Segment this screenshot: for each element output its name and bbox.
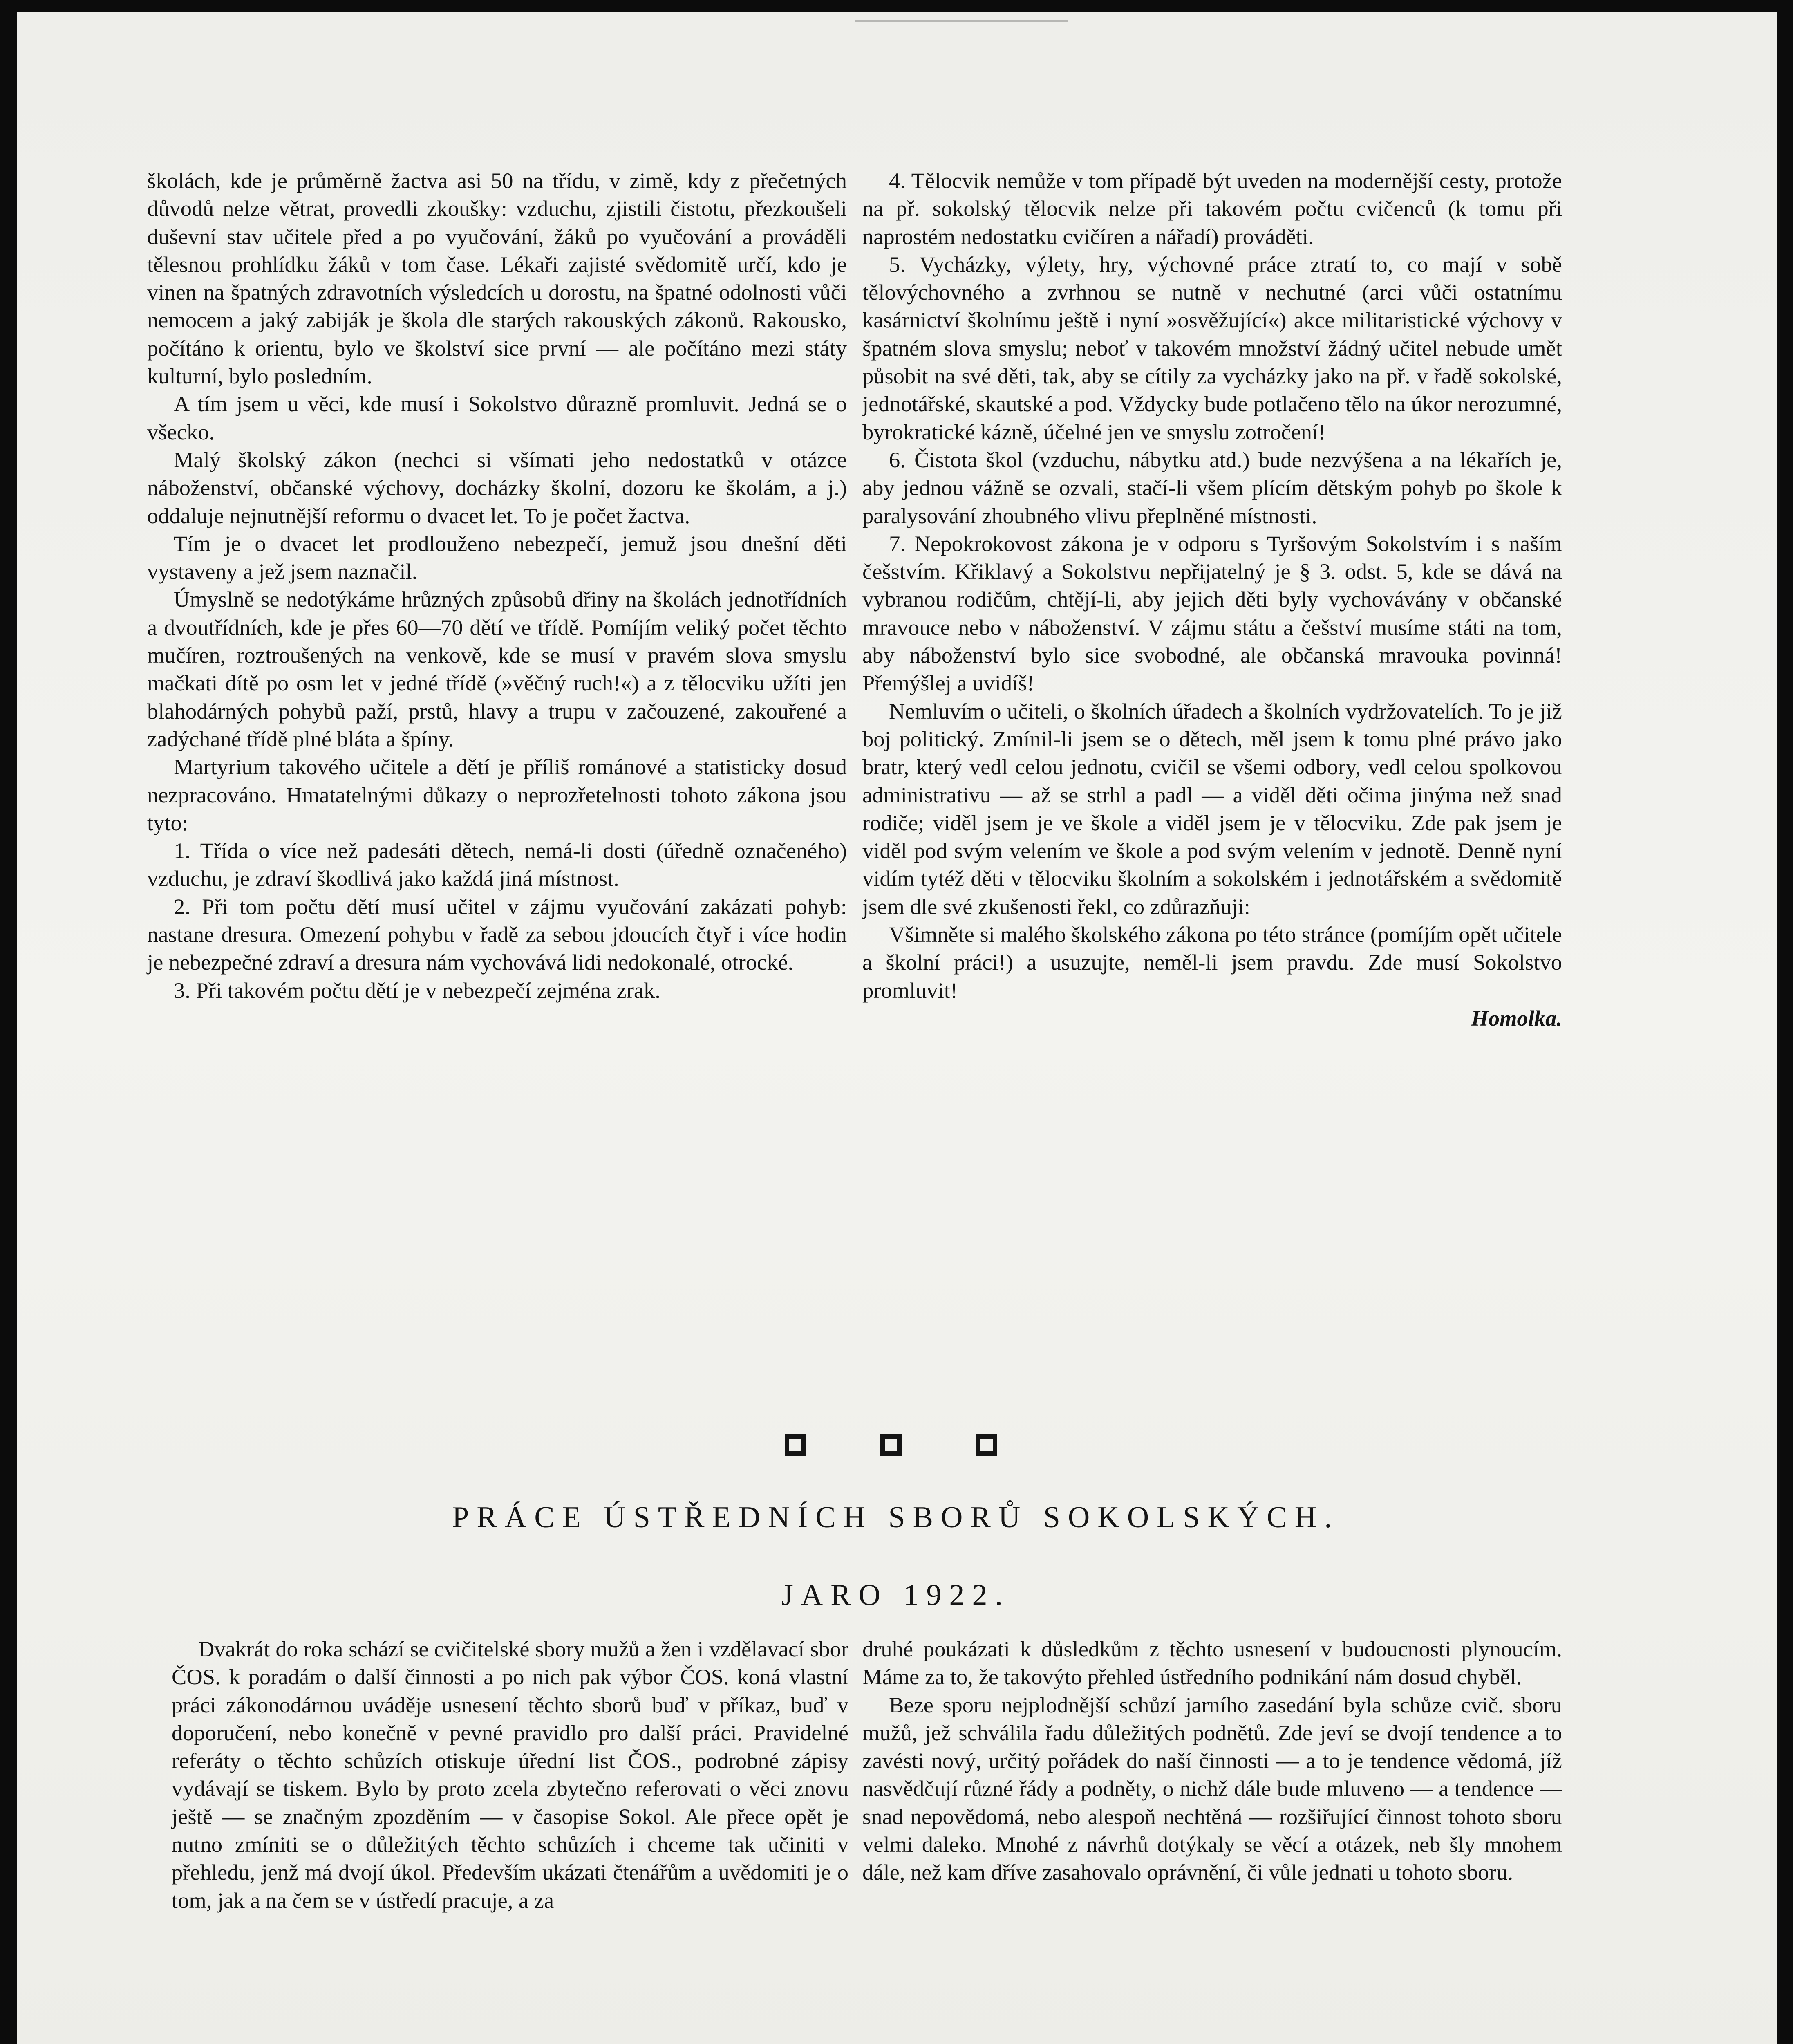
- article2-column-right: [862, 1635, 1562, 1887]
- article-subtitle: JARO 1922.: [781, 1578, 1011, 1612]
- section-separator: [785, 1429, 997, 1461]
- list-item: 2. Při tom počtu dětí musí učitel v zájmu vyučování zakázati pohyb: nastane dresura. Omezení pohybu v řadě za sebou jdoucích čtyř i více hodin je nebezpečné zdraví a dresura nám vychovává lidi nedokonalé, otrocké.: [147, 894, 847, 975]
- article1-column-right: [862, 167, 1562, 1032]
- article1-column-left: [147, 167, 847, 1004]
- paragraph: Malý školský zákon (nechci si všímati jeho nedostatků v otázce náboženství, občanské výchovy, docházky školní, dozoru ke školám, a j.) oddaluje nejnutnější reformu o dvacet let. To je počet žactva.: [147, 447, 847, 528]
- article-title: PRÁCE ÚSTŘEDNÍCH SBORŮ SOKOLSKÝCH.: [452, 1501, 1340, 1534]
- paragraph: školách, kde je průměrně žactva asi 50 na třídu, v zimě, kdy z přečetných důvodů nelze větrat, provedli zkoušky: vzduchu, zjistili čistotu, přezkoušeli duševní stav učitele před a po vyučování, žáků po vyučování a prováděli tělesnou prohlídku žáků v tom čase. Lékaři zajisté svědomitě určí, kdo je vinen na špatných zdravotních výsledcích u dorostu, na špatné odolnosti vůči nemocem a jaký zabiják je škola dle starých rakouských zákonů. Rakousko, počítáno k orientu, bylo ve školství sice první — ale počítáno mezi státy kulturní, bylo posledním.: [147, 168, 847, 389]
- square-ornament: [880, 1434, 902, 1456]
- article2-column-left: [172, 1635, 848, 1914]
- list-item: 4. Tělocvik nemůže v tom případě být uveden na modernější cesty, protože na př. sokolský tělocvik nelze při takovém počtu cvičenců (k tomu při naprostém nedostatku cvičíren a nářadí) prováděti.: [862, 168, 1562, 249]
- paragraph: A tím jsem u věci, kde musí i Sokolstvo důrazně promluvit. Jedná se o všecko.: [147, 391, 847, 444]
- paragraph: Úmyslně se nedotýkáme hrůzných způsobů dřiny na školách jednotřídních a dvoutřídních, kde je přes 60—70 dětí ve třídě. Pomíjím veliký počet těchto mučíren, roztroušených na venkově, kde se musí v pravém slova smyslu mačkati dítě po osm let v jedné třídě (»věčný ruch!«) a z tělocviku užíti jen blahodárných pohybů paží, prstů, hlavy a trupu v začouzené, zakouřené a zadýchané třídě plné bláta a špíny.: [147, 587, 847, 751]
- paragraph: Beze sporu nejplodnější schůzí jarního zasedání byla schůze cvič. sboru mužů, jež schválila řadu důležitých podnětů. Zde jeví se dvojí tendence a to zavésti nový, určitý pořádek do naší činnosti — a to je tendence vědomá, jíž nasvědčují různé řády a podněty, o nichž dále bude mluveno — a tendence — snad nepovědomá, nebo alespoň nechtěná — rozšiřující činnost tohoto sboru velmi daleko. Mnohé z návrhů dotýkaly se věcí a otázek, neb šly mnohem dále, než kam dříve zasahovalo oprávnění, či vůle jednati u tohoto sboru.: [862, 1692, 1562, 1885]
- list-item: 3. Při takovém počtu dětí je v nebezpečí zejména zrak.: [174, 977, 660, 1003]
- paragraph: Všimněte si malého školského zákona po této stránce (pomíjím opět učitele a školní práci!) a usuzujte, neměl-li jsem pravdu. Zde musí Sokolstvo promluvit!: [862, 922, 1562, 1003]
- list-item: 6. Čistota škol (vzduchu, nábytku atd.) bude nezvýšena a na lékařích je, aby jednou vážně se ozvali, stačí-li všem plícím dětským pohyb po škole k paralysování zhoubného vlivu přeplněné místnosti.: [862, 447, 1562, 528]
- paragraph: Dvakrát do roka schází se cvičitelské sbory mužů a žen i vzdělavací sbor ČOS. k poradám o další činnosti a po nich pak výbor ČOS. koná vlastní práci zákonodárnou uváděje usnesení těchto sborů buď v příkaz, buď v doporučení, nebo konečně v pevné pravidlo pro další práci. Pravidelné referáty o těchto schůzích otiskuje úřední list ČOS., podrobné zápisy vydávají se tiskem. Bylo by proto zcela zbytečno referovati o věci znovu ještě — se značným zpozděním — v časopise Sokol. Ale přece opět je nutno zmíniti se o důležitých těchto schůzích i chceme tak učiniti v přehledu, jenž má dvojí úkol. Především ukázati čtenářům a uvědomiti je o tom, jak a na čem se v ústředí pracuje, a za: [172, 1636, 848, 1913]
- paragraph: Tím je o dvacet let prodlouženo nebezpečí, jemuž jsou dnešní děti vystaveny a jež jsem naznačil.: [147, 531, 847, 584]
- scan-edge-mark: [855, 20, 1068, 51]
- page: [17, 12, 1777, 2044]
- author-signature: Homolka.: [1471, 1005, 1562, 1031]
- square-ornament: [785, 1434, 806, 1456]
- list-item: 5. Vycházky, výlety, hry, výchovné práce ztratí to, co mají v sobě tělovýchovného a zvrhnou se nutně v nechutné (arci vůči ostatnímu kasárnictví školnímu ještě i nyní »osvěžující«) akce militaristické výchovy v špatném slova smyslu; neboť v takovém množství žádný učitel nebude umět působit na své děti, tak, aby se cítily za vycházky jako na př. v řadě sokolské, jednotářské, skautské a pod. Vždycky bude potlačeno tělo na úkor nerozumné, byrokratické kázně, účelné jen ve smyslu zotročení!: [862, 251, 1562, 444]
- square-ornament: [976, 1434, 997, 1456]
- paragraph: druhé poukázati k důsledkům z těchto usnesení v budoucnosti plynoucím. Máme za to, že takovýto přehled ústředního podnikání nám dosud chyběl.: [862, 1636, 1562, 1690]
- paragraph: Martyrium takového učitele a dětí je příliš románové a statisticky dosud nezpracováno. Hmatatelnými důkazy o neprozřetelnosti tohoto zákona jsou tyto:: [147, 754, 847, 835]
- list-item: 7. Nepokrokovost zákona je v odporu s Tyršovým Sokolstvím i s naším češstvím. Křiklavý a Sokolstvu nepřijatelný je § 3. odst. 5, kde se dává na vybranou rodičům, chtějí-li, aby jejich děti byly vychovávány v občanské mravouce nebo v náboženství. V zájmu státu a češství musíme státi na tom, aby náboženství bylo sice svobodné, ale občanská mravouka povinná! Přemýšlej a uvidíš!: [862, 531, 1562, 696]
- paragraph: Nemluvím o učiteli, o školních úřadech a školních vydržovatelích. To je již boj politický. Zmínil-li jsem se o dětech, měl jsem k tomu plné právo jako bratr, který vedl celou jednotu, cvičil se všemi odbory, vedl celou spolkovou administrativu — až se strhl a padl — a viděl děti očima jinýma než snad rodiče; viděl jsem je ve škole a viděl jsem je v tělocviku. Zde pak jsem je viděl pod svým velením ve škole a pod svým velením v jednotě. Denně nyní vidím tytéž děti v tělocviku školním a sokolském i jednotářském a svědomitě jsem dle své zkušenosti řekl, co zdůrazňuji:: [862, 698, 1562, 919]
- list-item: 1. Třída o více než padesáti dětech, nemá-li dosti (úředně označeného) vzduchu, je zdraví škodlivá jako každá jiná místnost.: [147, 838, 847, 891]
